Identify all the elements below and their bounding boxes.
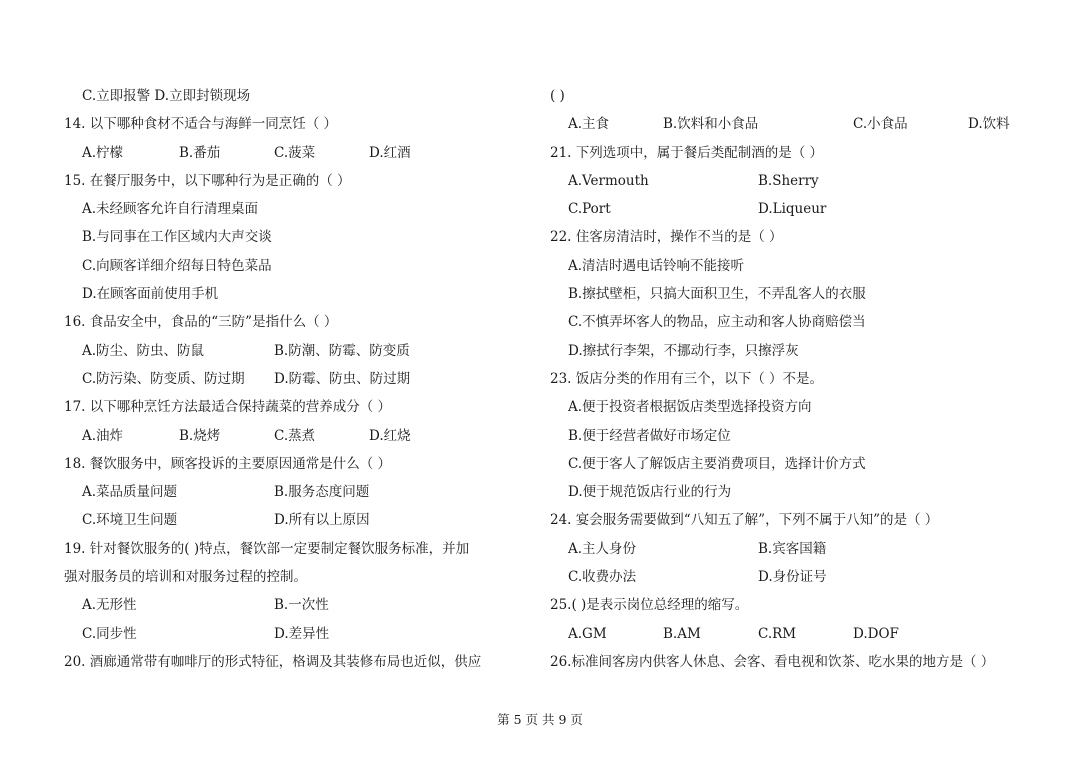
option: A.油炸 [82,427,124,444]
question-24: 24. 宴会服务需要做到“八知五了解”，下列不属于八知”的是（ ） [550,512,939,529]
question-22: 22. 住客房清洁时，操作不当的是（ ） [550,229,783,246]
option: B.宾客国籍 [758,540,827,557]
option: B.烧烤 [179,427,221,444]
option: D.DOF [853,625,899,642]
option: C.蒸煮 [274,427,316,444]
question-25: 25.( )是表示岗位总经理的缩写。 [550,597,749,614]
option: B.便于经营者做好市场定位 [568,427,731,444]
option: D.差异性 [274,625,330,642]
q16-options-row1 [64,337,544,365]
option: C.便于客人了解饭店主要消费项目，选择计价方式 [568,455,866,472]
option: C.防污染、防变质、防过期 [82,370,245,387]
q19-options-row2 [64,620,544,648]
option: B.饮料和小食品 [663,116,759,133]
q17-options [64,422,544,450]
q14-options [64,139,544,167]
option: A.Vermouth [568,172,649,189]
question-20-continued: ( ) [550,88,565,104]
q24-options-row2 [550,563,1030,591]
question-19-continued: 强对服务员的培训和对服务过程的控制。 [64,569,307,586]
option: D.防霉、防虫、防过期 [274,370,411,387]
question-20: 20. 酒廊通常带有咖啡厅的形式特征，格调及其装修布局也近似，供应 [64,653,482,670]
option: C.不慎弄坏客人的物品，应主动和客人协商赔偿当 [568,314,866,331]
option: A.清洁时遇电话铃响不能接听 [568,257,745,274]
option: A.便于投资者根据饭店类型选择投资方向 [568,399,812,416]
option: D.Liqueur [758,201,827,218]
q16-options-row2 [64,365,544,393]
option: A.柠檬 [82,144,124,161]
option: B.防潮、防霉、防变质 [274,342,410,359]
q19-options-row1 [64,591,544,619]
question-15: 15. 在餐厅服务中，以下哪种行为是正确的（ ） [64,172,351,189]
option: C.同步性 [82,625,137,642]
question-21: 21. 下列选项中，属于餐后类配制酒的是（ ） [550,144,824,161]
option: B.AM [663,625,701,642]
left-column [64,82,544,676]
q13-options-continued: C.立即报警 D.立即封锁现场 [82,88,251,104]
option: C.RM [758,625,797,642]
option: C.环境卫生问题 [82,512,178,529]
option: D.在顾客面前使用手机 [82,286,219,303]
option: C.Port [568,201,611,218]
option: A.GM [568,625,607,642]
q18-options-row1 [64,478,544,506]
option: A.主食 [568,116,610,133]
option: D.擦拭行李架，不挪动行李，只擦浮灰 [568,342,799,359]
option: C.菠菜 [274,144,316,161]
option: D.红烧 [369,427,411,444]
option: A.主人身份 [568,540,637,557]
question-18: 18. 餐饮服务中，顾客投诉的主要原因通常是什么（ ） [64,455,392,472]
option: B.番茄 [179,144,221,161]
option: B.擦拭壁柜，只搞大面积卫生，不弄乱客人的衣服 [568,286,866,303]
question-16: 16. 食品安全中，食品的“三防”是指什么（ ） [64,314,338,331]
option: A.菜品质量问题 [82,484,178,501]
option: C.收费办法 [568,569,637,586]
option: B.与同事在工作区域内大声交谈 [82,229,272,246]
option: A.防尘、防虫、防鼠 [82,342,205,359]
q20-options [550,110,1030,138]
option: D.便于规范饭店行业的行为 [568,484,732,501]
option: D.身份证号 [758,569,827,586]
option: A.未经顾客允许自行清理桌面 [82,201,259,218]
question-23: 23. 饭店分类的作用有三个，以下（ ）不是。 [550,370,824,387]
q25-options [550,620,1030,648]
option: D.饮料 [968,116,1010,133]
page-number: 第 5 页 共 9 页 [497,712,583,727]
question-19: 19. 针对餐饮服务的( )特点，餐饮部一定要制定餐饮服务标准，并加 [64,540,470,557]
option: D.红酒 [369,144,411,161]
option: C.向顾客详细介绍每日特色菜品 [82,257,272,274]
right-column [550,82,1030,676]
option: B.服务态度问题 [274,484,370,501]
q18-options-row2 [64,506,544,534]
option: B.一次性 [274,597,329,614]
q21-options-row1 [550,167,1030,195]
option: D.所有以上原因 [274,512,370,529]
question-14: 14. 以下哪种食材不适合与海鲜一同烹饪（ ） [64,116,338,133]
option: A.无形性 [82,597,137,614]
option: C.小食品 [853,116,908,133]
option: B.Sherry [758,172,819,189]
q24-options-row1 [550,535,1030,563]
question-26: 26.标准间客房内供客人休息、会客、看电视和饮茶、吃水果的地方是（ ） [550,653,995,670]
question-17: 17. 以下哪种烹饪方法最适合保持蔬菜的营养成分（ ） [64,399,392,416]
q21-options-row2 [550,195,1030,223]
